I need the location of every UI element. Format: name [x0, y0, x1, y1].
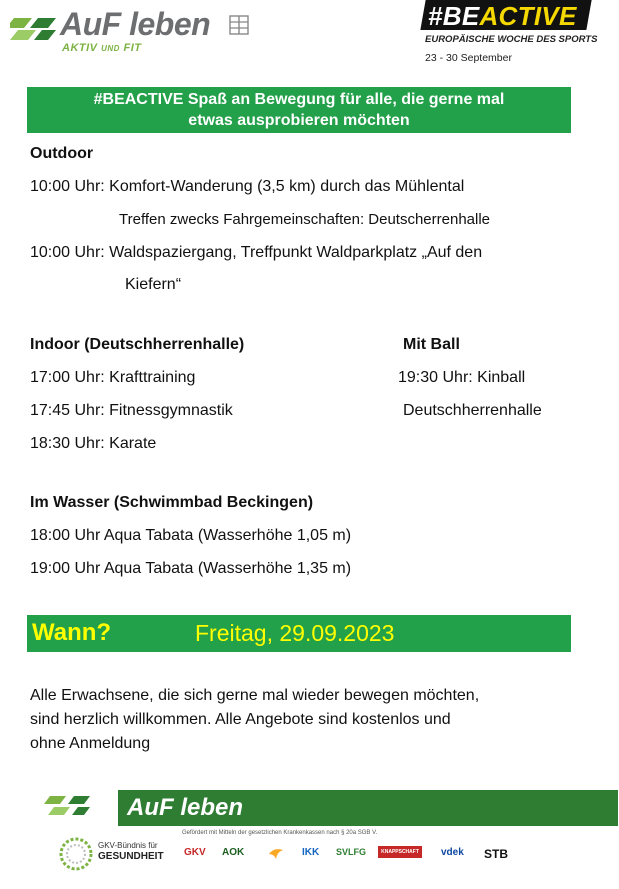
partner-logo-vdek: vdek: [441, 847, 464, 858]
partner-logo-knappschaft-box: [378, 846, 422, 858]
wann-label: Wann?: [32, 619, 112, 646]
auf-leben-tagline: AKTIV UND FIT: [62, 42, 142, 54]
outdoor-heading: Outdoor: [30, 145, 94, 162]
event-date: Freitag, 29.09.2023: [195, 620, 395, 646]
outdoor-item-1: 10:00 Uhr: Komfort-Wanderung (3,5 km) durch das Mühlental: [30, 178, 465, 195]
footer-title: AuF leben: [127, 794, 244, 821]
ball-location: Deutschherrenhalle: [403, 402, 542, 419]
partner-logo-ikk: IKK: [302, 847, 320, 858]
info-line: sind herzlich willkommen. Alle Angebote sind kostenlos und: [30, 711, 451, 728]
gkv-label-2: GESUNDHEIT: [98, 851, 164, 862]
title-banner: [27, 87, 571, 133]
saarland-seal-icon: [228, 14, 250, 36]
partner-logo-knappschaft: KNAPPSCHAFT: [381, 849, 419, 855]
wasser-item: 18:00 Uhr Aqua Tabata (Wasserhöhe 1,05 m): [30, 527, 352, 544]
indoor-item: 17:45 Uhr: Fitnessgymnastik: [30, 402, 233, 419]
info-paragraph: [30, 684, 590, 756]
ball-heading: Mit Ball: [403, 336, 460, 353]
gkv-label-1: GKV-Bündnis für: [98, 841, 158, 850]
beactive-subtitle: EUROPÄISCHE WOCHE DES SPORTS: [425, 34, 598, 45]
partner-logo-svlfg: SVLFG: [336, 847, 367, 857]
wasser-item: 19:00 Uhr Aqua Tabata (Wasserhöhe 1,35 m): [30, 560, 352, 577]
beactive-dates: 23 - 30 September: [425, 52, 512, 64]
info-line: Alle Erwachsene, die sich gerne mal wieder bewegen möchten,: [30, 687, 480, 704]
beactive-logo: #BEACTIVE: [428, 1, 577, 31]
outdoor-item-2: 10:00 Uhr: Waldspaziergang, Treffpunkt Waldparkplatz „Auf den: [30, 244, 483, 261]
wasser-heading: Im Wasser (Schwimmbad Beckingen): [30, 494, 314, 511]
partner-logo-gkv: GKV: [184, 847, 206, 858]
indoor-item: 18:30 Uhr: Karate: [30, 435, 157, 452]
auf-leben-wordmark: AuF leben: [60, 6, 211, 42]
partner-logo-stb: STB: [484, 847, 508, 861]
footer-chevron-icon: [40, 790, 120, 826]
partner-bird-icon: [268, 846, 284, 860]
partner-logo-aok: AOK: [222, 847, 245, 858]
outdoor-item-2-cont: Kiefern“: [125, 276, 182, 293]
indoor-heading: Indoor (Deutschherrenhalle): [30, 336, 245, 353]
banner-line-1: #BEACTIVE Spaß an Bewegung für alle, die gerne mal: [93, 91, 505, 108]
ball-item: 19:30 Uhr: Kinball: [398, 369, 526, 386]
info-line: ohne Anmeldung: [30, 735, 151, 752]
indoor-item: 17:00 Uhr: Krafttraining: [30, 369, 196, 386]
outdoor-item-1-note: Treffen zwecks Fahrgemeinschaften: Deutscherrenhalle: [119, 211, 491, 228]
footer-funding-note: Gefördert mit Mitteln der gesetzlichen Krankenkassen nach § 20a SGB V.: [182, 830, 378, 836]
gkv-buendnis-icon: [58, 836, 94, 872]
banner-line-2: etwas ausprobieren möchten: [188, 112, 410, 129]
